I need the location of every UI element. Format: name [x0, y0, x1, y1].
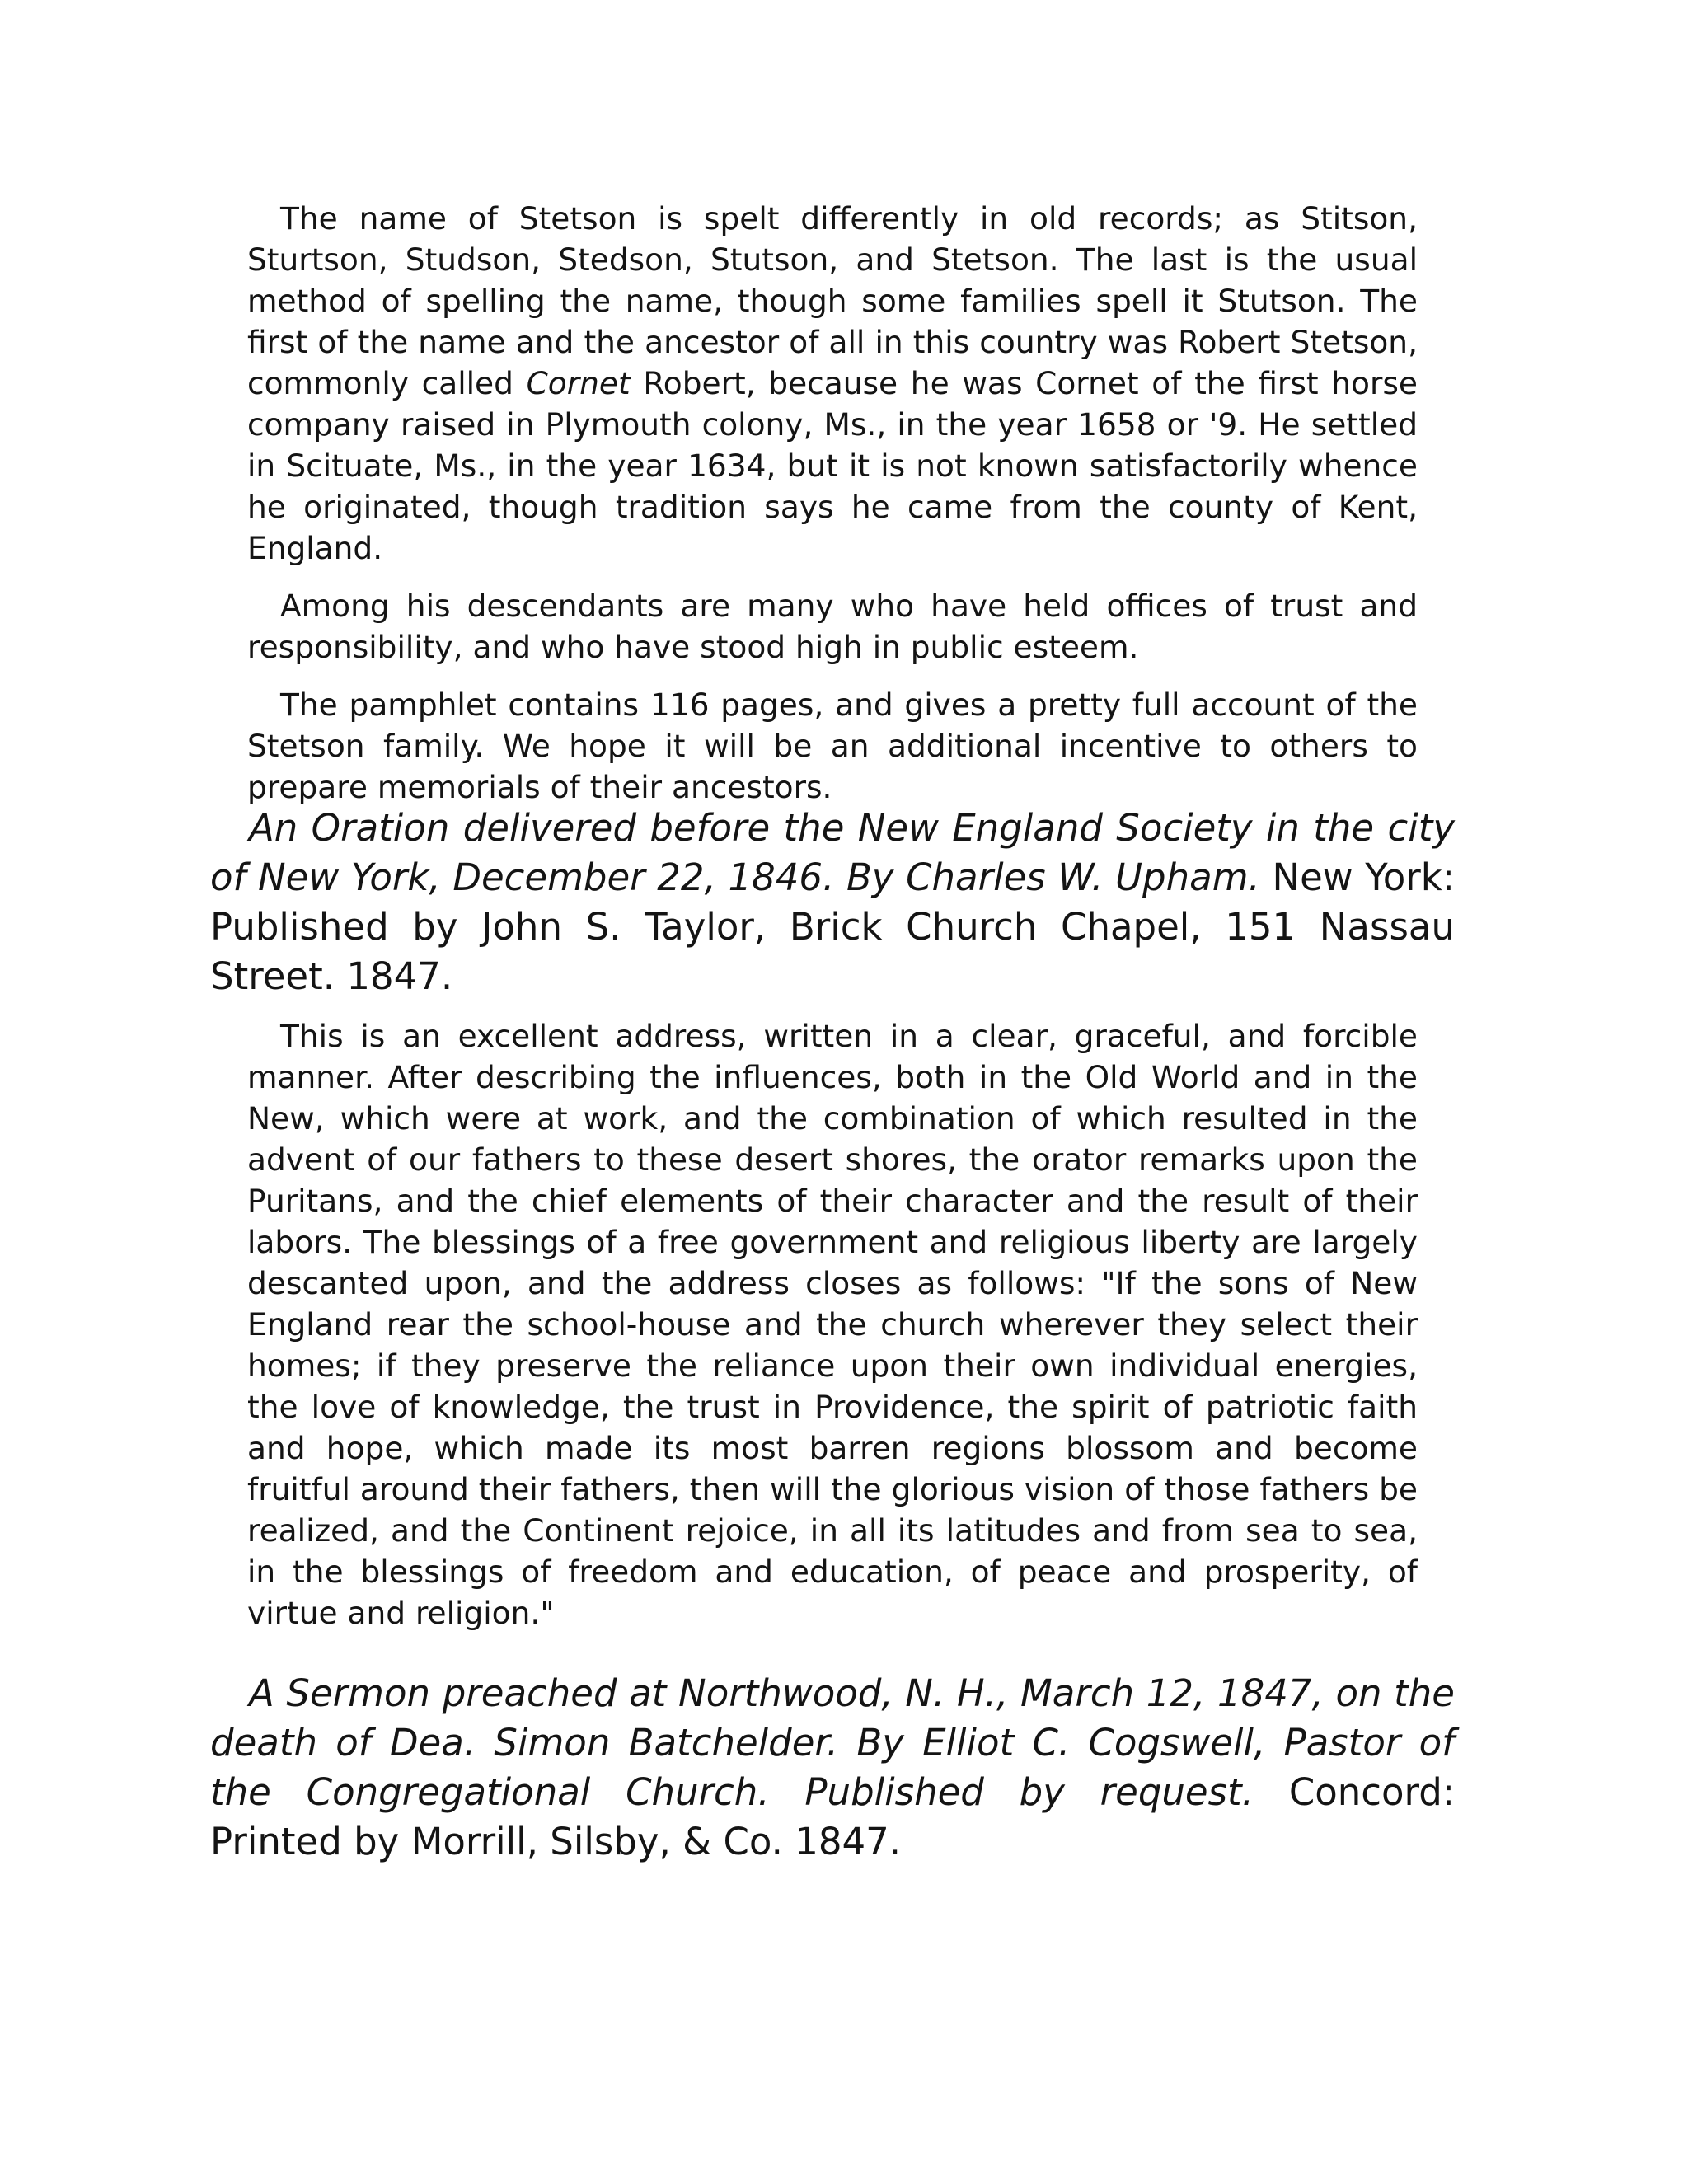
sermon-title: A Sermon preached at Northwood, N. H., March 12, 1847, on the death of Dea. Simon Batchelder. By Elliot C. Cogswell, Pastor of the Congregational Church. Published by request.: [210, 1671, 1455, 1814]
sermon-imprint: Concord: Printed by Morrill, Silsby, & Co. 1847.: [210, 1770, 1455, 1863]
stetson-review-text: Robert, because he was Cornet of the first horse company raised in Plymouth colony, Ms., in the year 1658 or '9. He settled in Scituate, Ms., in the year 1634, but it is not known satisfactorily whence he originated, though tradition says he came from the county of Kent, England.: [247, 365, 1418, 566]
stetson-review-paragraph-1: [247, 198, 1418, 569]
oration-review-paragraph: This is an excellent address, written in a clear, graceful, and forcible manner. After describing the influences, both in the Old World and in the New, which were at work, and the combination of which resulted in the advent of our fathers to these desert shores, the orator remarks upon the Puritans, and the chief elements of their character and the result of their labors. The blessings of a free government and religious liberty are largely descanted upon, and the address closes as follows: "If the sons of New England rear the school-house and the church wherever they select their homes; if they preserve the reliance upon their own individual energies, the love of knowledge, the trust in Providence, the spirit of patriotic faith and hope, which made its most barren regions blossom and become fruitful around their fathers, then will the glorious vision of those fathers be realized, and the Continent rejoice, in all its latitudes and from sea to sea, in the blessings of freedom and education, of peace and prosperity, of virtue and religion.": [247, 1018, 1418, 1631]
oration-imprint: New York: Published by John S. Taylor, Brick Church Chapel, 151 Nassau Street. 1847.: [210, 855, 1455, 998]
stetson-review-paragraph-2: Among his descendants are many who have held offices of trust and responsibility, and who have stood high in public esteem.: [247, 588, 1418, 665]
oration-title: An Oration delivered before the New England Society in the city of New York, December 22, 1846. By Charles W. Upham.: [210, 806, 1455, 899]
cornet-italic: Cornet: [526, 365, 631, 401]
oration-review: [247, 1015, 1418, 1633]
stetson-review-text: The name of Stetson is spelt differently in old records; as Stitson, Sturtson, Studson, Stedson, Stutson, and Stetson. The last is the usual method of spelling the name, though some families spell it Stutson. The first of the name and the ancestor of all in this country was Robert Stetson, commonly called: [247, 200, 1418, 401]
oration-heading: [210, 804, 1455, 1001]
stetson-review-paragraph-3: The pamphlet contains 116 pages, and gives a pretty full account of the Stetson family. We hope it will be an additional incentive to others to prepare memorials of their ancestors.: [247, 687, 1418, 805]
stetson-review: [247, 198, 1418, 808]
sermon-heading: [210, 1669, 1455, 1867]
